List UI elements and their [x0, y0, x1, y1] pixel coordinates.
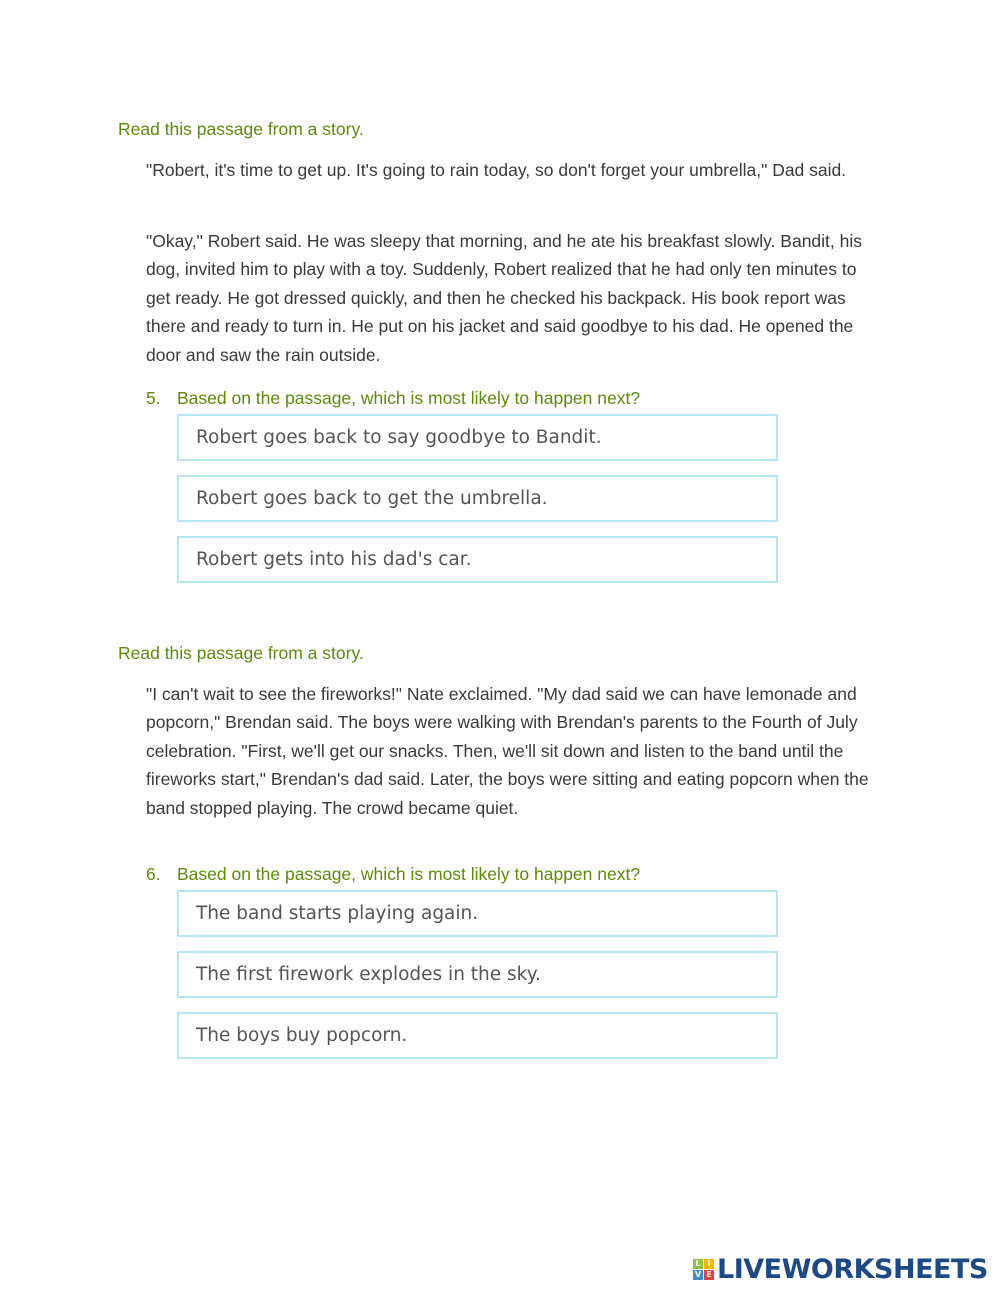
logo-tile: V — [694, 1270, 702, 1279]
answer-option[interactable]: The first firework explodes in the sky. — [177, 951, 778, 998]
question-text: Based on the passage, which is most likely to happen next? — [177, 864, 641, 884]
answer-option[interactable]: Robert goes back to say goodbye to Bandit. — [177, 414, 778, 461]
logo-text: LIVEWORKSHEETS — [717, 1254, 988, 1285]
question-number: 6. — [146, 864, 161, 884]
question-number: 5. — [146, 388, 161, 408]
question-6 — [146, 864, 640, 885]
logo-tiles-icon — [693, 1259, 714, 1280]
logo-tile: I — [704, 1259, 714, 1269]
question-5 — [146, 388, 640, 409]
passage-paragraph: "Okay," Robert said. He was sleepy that morning, and he ate his breakfast slowly. Bandit, his dog, invited him to play with a toy. Suddenly, Robert realized that he had only ten minutes to get ready. He got dressed quickly, and then he checked his backpack. His book report was there and ready to turn in. He put on his jacket and said goodbye to his dad. He opened the door and saw the rain outside. — [146, 231, 863, 365]
answer-option[interactable]: The boys buy popcorn. — [177, 1012, 778, 1059]
passage-heading: Read this passage from a story. — [118, 119, 364, 139]
passage-paragraph: "I can't wait to see the fireworks!" Nate exclaimed. "My dad said we can have lemonade and popcorn," Brendan said. The boys were walking with Brendan's parents to the Fourth of July celebration. "First, we'll get our snacks. Then, we'll sit down and listen to the band until the fireworks start," Brendan's dad said. Later, the boys were sitting and eating popcorn when the band stopped playing. The crowd became quiet. — [146, 684, 869, 818]
answer-option[interactable]: The band starts playing again. — [177, 890, 778, 937]
answer-option[interactable]: Robert goes back to get the umbrella. — [177, 475, 778, 522]
question-text: Based on the passage, which is most likely to happen next? — [177, 388, 641, 408]
logo-tile: L — [693, 1259, 703, 1269]
logo-tile: E — [704, 1270, 714, 1280]
liveworksheets-logo — [693, 1254, 988, 1285]
answer-option[interactable]: Robert gets into his dad's car. — [177, 536, 778, 583]
passage-heading: Read this passage from a story. — [118, 643, 364, 663]
passage-paragraph: "Robert, it's time to get up. It's going to rain today, so don't forget your umbrella," Dad said. — [146, 160, 847, 180]
